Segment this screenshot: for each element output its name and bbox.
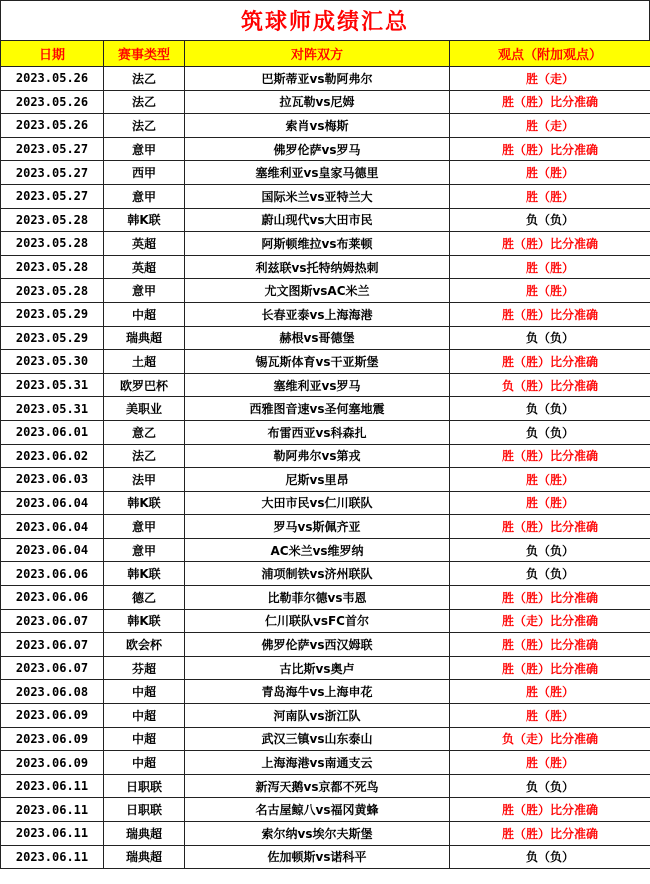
date-cell: 2023.05.26 bbox=[1, 114, 104, 138]
view-cell: 胜（胜）比分准确 bbox=[450, 798, 650, 822]
date-cell: 2023.06.07 bbox=[1, 609, 104, 633]
table-row bbox=[1, 114, 650, 138]
header-league: 赛事类型 bbox=[104, 41, 185, 67]
view-cell: 胜（胜）比分准确 bbox=[450, 302, 650, 326]
date-cell: 2023.06.06 bbox=[1, 586, 104, 610]
sheet-title: 筑球师成绩汇总 bbox=[240, 10, 409, 35]
league-cell: 瑞典超 bbox=[104, 822, 185, 846]
view-cell: 胜（胜） bbox=[450, 468, 650, 492]
match-cell: 佛罗伦萨vs罗马 bbox=[185, 137, 450, 161]
view-cell: 胜（胜）比分准确 bbox=[450, 586, 650, 610]
date-cell: 2023.05.29 bbox=[1, 326, 104, 350]
league-cell: 瑞典超 bbox=[104, 845, 185, 869]
match-cell: 索肖vs梅斯 bbox=[185, 114, 450, 138]
table-row bbox=[1, 491, 650, 515]
match-cell: 尤文图斯vsAC米兰 bbox=[185, 279, 450, 303]
league-cell: 芬超 bbox=[104, 656, 185, 680]
date-cell: 2023.06.11 bbox=[1, 774, 104, 798]
league-cell: 美职业 bbox=[104, 397, 185, 421]
league-cell: 瑞典超 bbox=[104, 326, 185, 350]
match-cell: 西雅图音速vs圣何塞地震 bbox=[185, 397, 450, 421]
date-cell: 2023.06.04 bbox=[1, 491, 104, 515]
table-row bbox=[1, 727, 650, 751]
table-row bbox=[1, 373, 650, 397]
match-cell: 青岛海牛vs上海申花 bbox=[185, 680, 450, 704]
table-row bbox=[1, 255, 650, 279]
view-cell: 胜（走） bbox=[450, 114, 650, 138]
table-row bbox=[1, 562, 650, 586]
date-cell: 2023.06.11 bbox=[1, 845, 104, 869]
table-row bbox=[1, 586, 650, 610]
table-row bbox=[1, 515, 650, 539]
match-cell: 勒阿弗尔vs第戎 bbox=[185, 444, 450, 468]
league-cell: 日职联 bbox=[104, 774, 185, 798]
league-cell: 中超 bbox=[104, 302, 185, 326]
view-cell: 负（走）比分准确 bbox=[450, 727, 650, 751]
table-row bbox=[1, 444, 650, 468]
header-match: 对阵双方 bbox=[185, 41, 450, 67]
table-row bbox=[1, 137, 650, 161]
match-cell: 长春亚泰vs上海海港 bbox=[185, 302, 450, 326]
league-cell: 法乙 bbox=[104, 90, 185, 114]
table-row bbox=[1, 420, 650, 444]
date-cell: 2023.06.07 bbox=[1, 633, 104, 657]
league-cell: 英超 bbox=[104, 232, 185, 256]
league-cell: 欧罗巴杯 bbox=[104, 373, 185, 397]
view-cell: 胜（胜） bbox=[450, 161, 650, 185]
match-cell: 索尔纳vs埃尔夫斯堡 bbox=[185, 822, 450, 846]
view-cell: 胜（胜） bbox=[450, 255, 650, 279]
league-cell: 中超 bbox=[104, 727, 185, 751]
table-row bbox=[1, 279, 650, 303]
league-cell: 韩K联 bbox=[104, 562, 185, 586]
table-row bbox=[1, 468, 650, 492]
view-cell: 负（负） bbox=[450, 397, 650, 421]
view-cell: 胜（走） bbox=[450, 67, 650, 91]
league-cell: 韩K联 bbox=[104, 208, 185, 232]
date-cell: 2023.05.26 bbox=[1, 90, 104, 114]
view-cell: 胜（走）比分准确 bbox=[450, 609, 650, 633]
league-cell: 英超 bbox=[104, 255, 185, 279]
league-cell: 韩K联 bbox=[104, 609, 185, 633]
match-cell: 利兹联vs托特纳姆热刺 bbox=[185, 255, 450, 279]
date-cell: 2023.05.26 bbox=[1, 67, 104, 91]
table-row bbox=[1, 656, 650, 680]
results-table bbox=[0, 40, 650, 869]
league-cell: 意甲 bbox=[104, 515, 185, 539]
header-view: 观点（附加观点） bbox=[450, 41, 650, 67]
view-cell: 胜（胜）比分准确 bbox=[450, 137, 650, 161]
match-cell: 阿斯顿维拉vs布莱顿 bbox=[185, 232, 450, 256]
table-row bbox=[1, 397, 650, 421]
view-cell: 胜（胜） bbox=[450, 184, 650, 208]
table-row bbox=[1, 609, 650, 633]
match-cell: 蔚山现代vs大田市民 bbox=[185, 208, 450, 232]
league-cell: 西甲 bbox=[104, 161, 185, 185]
table-row bbox=[1, 822, 650, 846]
league-cell: 法甲 bbox=[104, 468, 185, 492]
date-cell: 2023.06.08 bbox=[1, 680, 104, 704]
view-cell: 负（负） bbox=[450, 538, 650, 562]
results-body bbox=[1, 67, 650, 869]
view-cell: 胜（胜）比分准确 bbox=[450, 633, 650, 657]
league-cell: 意甲 bbox=[104, 184, 185, 208]
view-cell: 胜（胜） bbox=[450, 751, 650, 775]
table-row bbox=[1, 538, 650, 562]
table-row bbox=[1, 845, 650, 869]
date-cell: 2023.05.29 bbox=[1, 302, 104, 326]
header-row bbox=[1, 41, 650, 67]
match-cell: 大田市民vs仁川联队 bbox=[185, 491, 450, 515]
header-date: 日期 bbox=[1, 41, 104, 67]
date-cell: 2023.05.27 bbox=[1, 184, 104, 208]
match-cell: 锡瓦斯体育vs干亚斯堡 bbox=[185, 350, 450, 374]
league-cell: 欧会杯 bbox=[104, 633, 185, 657]
match-cell: 塞维利亚vs皇家马德里 bbox=[185, 161, 450, 185]
date-cell: 2023.05.28 bbox=[1, 279, 104, 303]
table-row bbox=[1, 302, 650, 326]
date-cell: 2023.06.01 bbox=[1, 420, 104, 444]
view-cell: 负（负） bbox=[450, 845, 650, 869]
table-row bbox=[1, 680, 650, 704]
league-cell: 中超 bbox=[104, 680, 185, 704]
date-cell: 2023.05.28 bbox=[1, 232, 104, 256]
match-cell: 塞维利亚vs罗马 bbox=[185, 373, 450, 397]
view-cell: 胜（胜） bbox=[450, 680, 650, 704]
title-bar bbox=[0, 0, 650, 40]
view-cell: 负（负） bbox=[450, 420, 650, 444]
date-cell: 2023.06.09 bbox=[1, 704, 104, 728]
view-cell: 负（负） bbox=[450, 208, 650, 232]
match-cell: 仁川联队vsFC首尔 bbox=[185, 609, 450, 633]
view-cell: 胜（胜）比分准确 bbox=[450, 822, 650, 846]
date-cell: 2023.05.28 bbox=[1, 208, 104, 232]
date-cell: 2023.05.27 bbox=[1, 161, 104, 185]
view-cell: 负（负） bbox=[450, 774, 650, 798]
view-cell: 胜（胜）比分准确 bbox=[450, 515, 650, 539]
table-row bbox=[1, 326, 650, 350]
view-cell: 胜（胜）比分准确 bbox=[450, 656, 650, 680]
league-cell: 意甲 bbox=[104, 137, 185, 161]
date-cell: 2023.06.11 bbox=[1, 822, 104, 846]
date-cell: 2023.05.31 bbox=[1, 397, 104, 421]
view-cell: 负（胜）比分准确 bbox=[450, 373, 650, 397]
match-cell: 新泻天鹅vs京都不死鸟 bbox=[185, 774, 450, 798]
league-cell: 意甲 bbox=[104, 538, 185, 562]
table-row bbox=[1, 633, 650, 657]
table-row bbox=[1, 704, 650, 728]
league-cell: 法乙 bbox=[104, 67, 185, 91]
match-cell: 尼斯vs里昂 bbox=[185, 468, 450, 492]
table-row bbox=[1, 161, 650, 185]
date-cell: 2023.06.06 bbox=[1, 562, 104, 586]
view-cell: 负（负） bbox=[450, 326, 650, 350]
date-cell: 2023.06.09 bbox=[1, 727, 104, 751]
table-row bbox=[1, 67, 650, 91]
view-cell: 胜（胜） bbox=[450, 704, 650, 728]
match-cell: 比勒菲尔德vs韦恩 bbox=[185, 586, 450, 610]
table-row bbox=[1, 208, 650, 232]
league-cell: 德乙 bbox=[104, 586, 185, 610]
date-cell: 2023.06.09 bbox=[1, 751, 104, 775]
view-cell: 胜（胜）比分准确 bbox=[450, 232, 650, 256]
view-cell: 胜（胜）比分准确 bbox=[450, 90, 650, 114]
table-row bbox=[1, 184, 650, 208]
match-cell: 名古屋鲸八vs福冈黄蜂 bbox=[185, 798, 450, 822]
view-cell: 胜（胜）比分准确 bbox=[450, 444, 650, 468]
league-cell: 法乙 bbox=[104, 444, 185, 468]
league-cell: 日职联 bbox=[104, 798, 185, 822]
view-cell: 胜（胜） bbox=[450, 491, 650, 515]
date-cell: 2023.06.02 bbox=[1, 444, 104, 468]
view-cell: 胜（胜）比分准确 bbox=[450, 350, 650, 374]
view-cell: 负（负） bbox=[450, 562, 650, 586]
date-cell: 2023.05.31 bbox=[1, 373, 104, 397]
view-cell: 胜（胜） bbox=[450, 279, 650, 303]
league-cell: 意甲 bbox=[104, 279, 185, 303]
table-row bbox=[1, 90, 650, 114]
match-cell: 佛罗伦萨vs西汉姆联 bbox=[185, 633, 450, 657]
league-cell: 土超 bbox=[104, 350, 185, 374]
match-cell: 国际米兰vs亚特兰大 bbox=[185, 184, 450, 208]
match-cell: AC米兰vs维罗纳 bbox=[185, 538, 450, 562]
match-cell: 河南队vs浙江队 bbox=[185, 704, 450, 728]
league-cell: 意乙 bbox=[104, 420, 185, 444]
date-cell: 2023.06.04 bbox=[1, 515, 104, 539]
league-cell: 韩K联 bbox=[104, 491, 185, 515]
match-cell: 布雷西亚vs科森扎 bbox=[185, 420, 450, 444]
match-cell: 拉瓦勒vs尼姆 bbox=[185, 90, 450, 114]
league-cell: 法乙 bbox=[104, 114, 185, 138]
league-cell: 中超 bbox=[104, 751, 185, 775]
match-cell: 佐加顿斯vs诺科平 bbox=[185, 845, 450, 869]
date-cell: 2023.06.04 bbox=[1, 538, 104, 562]
table-row bbox=[1, 798, 650, 822]
date-cell: 2023.06.07 bbox=[1, 656, 104, 680]
match-cell: 武汉三镇vs山东泰山 bbox=[185, 727, 450, 751]
table-row bbox=[1, 232, 650, 256]
league-cell: 中超 bbox=[104, 704, 185, 728]
match-cell: 古比斯vs奥卢 bbox=[185, 656, 450, 680]
match-cell: 浦项制铁vs济州联队 bbox=[185, 562, 450, 586]
date-cell: 2023.06.03 bbox=[1, 468, 104, 492]
table-row bbox=[1, 774, 650, 798]
table-row bbox=[1, 350, 650, 374]
date-cell: 2023.05.27 bbox=[1, 137, 104, 161]
date-cell: 2023.05.30 bbox=[1, 350, 104, 374]
match-cell: 罗马vs斯佩齐亚 bbox=[185, 515, 450, 539]
match-cell: 巴斯蒂亚vs勒阿弗尔 bbox=[185, 67, 450, 91]
date-cell: 2023.05.28 bbox=[1, 255, 104, 279]
table-row bbox=[1, 751, 650, 775]
match-cell: 赫根vs哥德堡 bbox=[185, 326, 450, 350]
date-cell: 2023.06.11 bbox=[1, 798, 104, 822]
match-cell: 上海海港vs南通支云 bbox=[185, 751, 450, 775]
